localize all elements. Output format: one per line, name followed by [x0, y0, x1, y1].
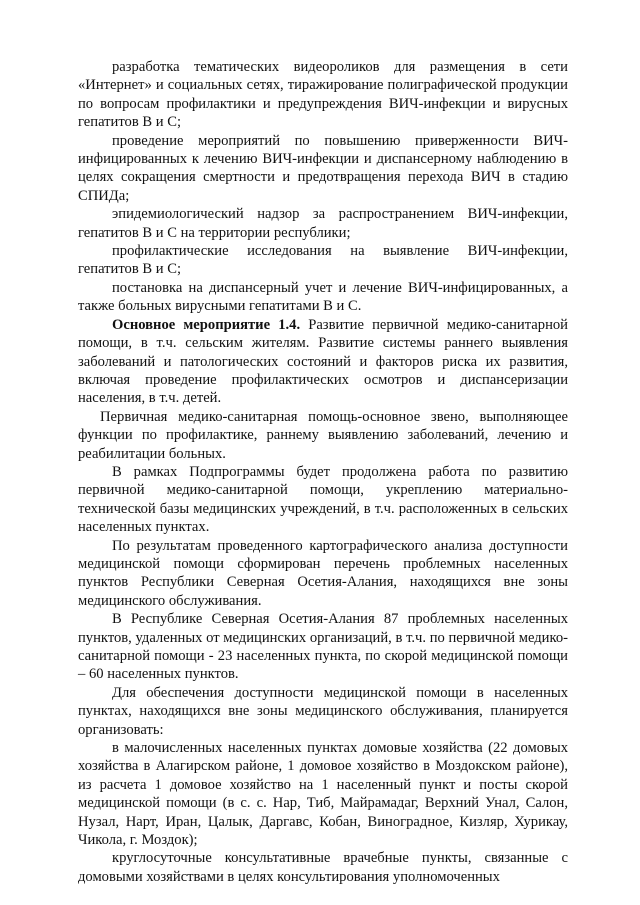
- paragraph-households: в малочисленных населенных пунктах домовые хозяйства (22 домовых хозяйства в Алагирском районе, 1 домовое хозяйство в Моздокском районе), из расчета 1 домовое хозяйство на 1 населенный пункт и посты скорой медицинской помощи (в с. с. Нар, Тиб, Майрамадаг, Верхний Унал, Салон, Нузал, Нарт, Иран, Цалык, Даргавс, Кобан, Виноградное, Кизляр, Хурикау, Чикола, г. Моздок);: [78, 740, 568, 849]
- paragraph-dispensary-registration: постановка на диспансерный учет и лечение ВИЧ-инфицированных, а также больных вирусными гепатитами В и С.: [78, 279, 568, 315]
- paragraph-consultation-points: круглосуточные консультативные врачебные пункты, связанные с домовыми хозяйствами в целях консультирования уполномоченных: [78, 850, 568, 885]
- paragraph-primary-care: Первичная медико-санитарная помощь-основное звено, выполняющее функции по профилактике, раннему выявлению заболеваний, лечению и реабилитации больных.: [78, 408, 568, 462]
- paragraph-problem-settlements: В Республике Северная Осетия-Алания 87 проблемных населенных пунктов, удаленных от медицинских организаций, в т.ч. по первичной медико-санитарной помощи - 23 населенных пункта, по скорой медицинской помощи – 60 населенных пунктов.: [78, 611, 568, 683]
- paragraph-accessibility-plan: Для обеспечения доступности медицинской помощи в населенных пунктах, находящихся вне зоны медицинского обслуживания, планируется организовать:: [78, 684, 568, 738]
- main-activity-heading: Основное мероприятие 1.4.: [112, 316, 301, 333]
- paragraph-subprogram-work: В рамках Подпрограммы будет продолжена работа по развитию первичной медико-санитарной помощи, укреплению материально-технической базы медицинских учреждений, в т.ч. расположенных в сельских населенных пунктах.: [78, 463, 568, 536]
- paragraph-preventive-research: профилактические исследования на выявление ВИЧ-инфекции, гепатитов В и С;: [78, 243, 568, 278]
- paragraph-main-activity-1-4: Основное мероприятие 1.4. Развитие первичной медико-санитарной помощи, в т.ч. сельским жителям. Развитие системы раннего выявления заболеваний и патологических состояний и факторов риска их развития, включая проведение профилактических осмотров и диспансеризации населения, в т.ч. детей.: [78, 316, 568, 407]
- paragraph-hiv-adherence: проведение мероприятий по повышению приверженности ВИЧ-инфицированных к лечению ВИЧ-инфекции и диспансерному наблюдению в целях сокращения смертности и предотвращения перехода ВИЧ в стадию СПИДа;: [78, 132, 568, 204]
- paragraph-video-production: разработка тематических видеороликов для размещения в сети «Интернет» и социальных сетях, тиражирование полиграфической продукции по вопросам профилактики и предупреждения ВИЧ-инфекции и вирусных гепатитов В и С;: [78, 59, 568, 131]
- paragraph-cartographic-analysis: По результатам проведенного картографического анализа доступности медицинской помощи сформирован перечень проблемных населенных пунктов Республики Северная Осетия-Алания, находящихся вне зоны медицинского обслуживания.: [78, 537, 568, 609]
- document-page: [78, 58, 568, 886]
- paragraph-epidemiological-surveillance: эпидемиологический надзор за распространением ВИЧ-инфекции, гепатитов В и С на территории республики;: [78, 206, 568, 241]
